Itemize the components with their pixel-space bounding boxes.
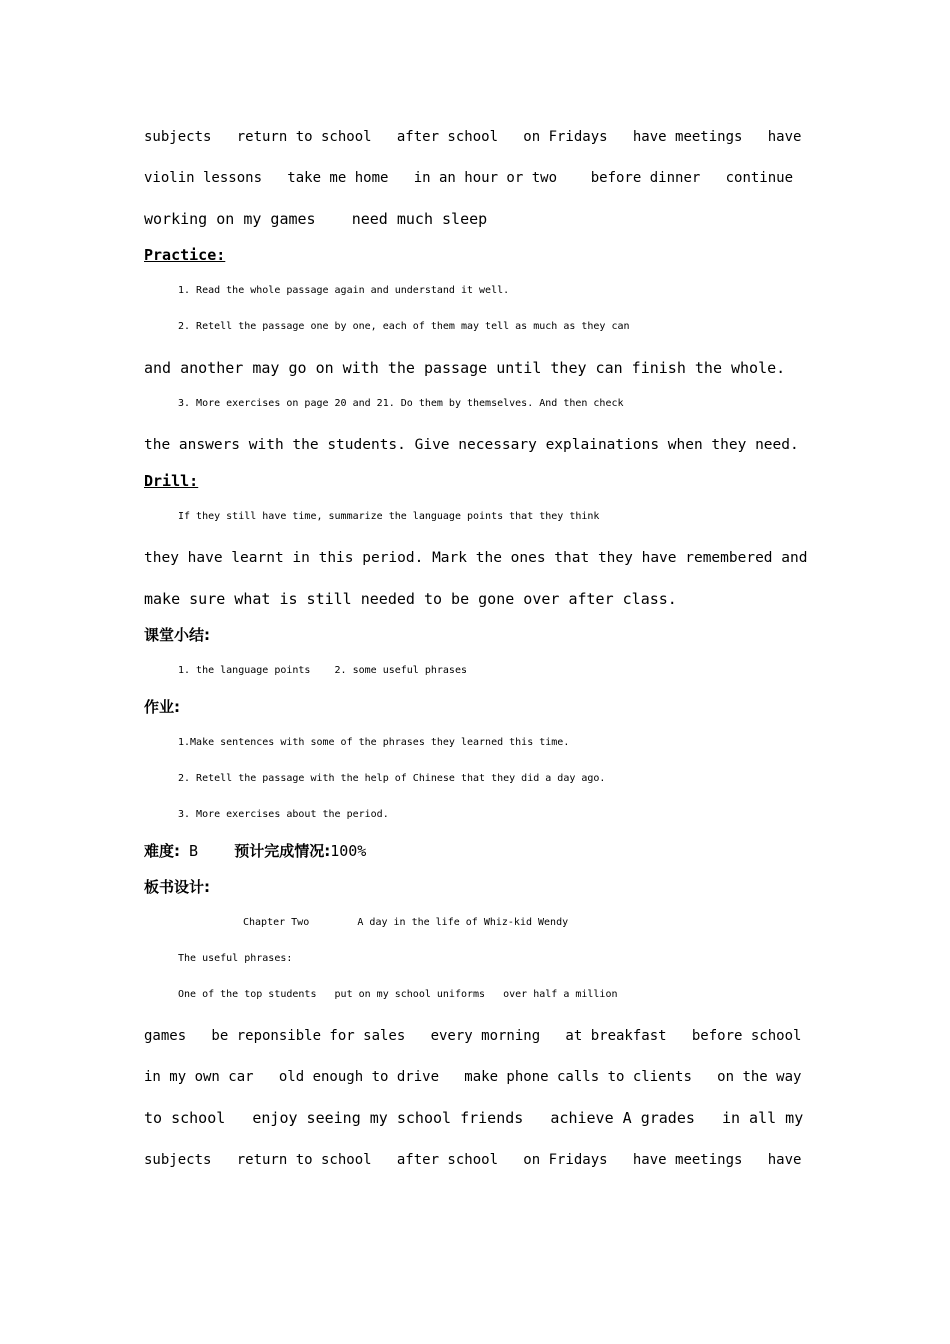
board-phrase-line: One of the top students put on my school uniforms over half a million [178, 989, 618, 1000]
summary-line: 1. the language points 2. some useful phrases [178, 665, 467, 676]
homework-line: 3. More exercises about the period. [178, 809, 389, 820]
phrase-line: subjects return to school after school on Fridays have meetings have [144, 129, 802, 145]
expected-completion-label: 预计完成情况: [234, 842, 331, 860]
board-subtitle: The useful phrases: [178, 953, 293, 964]
homework-line: 1.Make sentences with some of the phrases they learned this time. [178, 737, 570, 748]
practice-line: the answers with the students. Give necessary explainations when they need. [144, 437, 799, 453]
summary-heading: 课堂小结: [144, 626, 210, 644]
practice-line: 3. More exercises on page 20 and 21. Do them by themselves. And then check [178, 398, 624, 409]
homework-line: 2. Retell the passage with the help of Chinese that they did a day ago. [178, 773, 606, 784]
practice-line: 1. Read the whole passage again and understand it well. [178, 285, 510, 296]
practice-line: 2. Retell the passage one by one, each of them may tell as much as they can [178, 321, 630, 332]
board-phrase-line: games be reponsible for sales every morning at breakfast before school [144, 1028, 802, 1044]
drill-line: they have learnt in this period. Mark the ones that they have remembered and [144, 550, 808, 566]
practice-heading: Practice: [144, 246, 226, 264]
homework-heading: 作业: [144, 698, 180, 716]
difficulty-value: B [180, 842, 235, 860]
difficulty-label: 难度: [144, 842, 180, 860]
board-design-heading: 板书设计: [144, 878, 210, 896]
practice-line: and another may go on with the passage until they can finish the whole. [144, 359, 786, 377]
difficulty-row [144, 841, 366, 861]
board-title: Chapter Two A day in the life of Whiz-kid Wendy [243, 917, 569, 928]
drill-line: make sure what is still needed to be gone over after class. [144, 590, 677, 608]
board-phrase-line: in my own car old enough to drive make phone calls to clients on the way [144, 1069, 802, 1085]
board-phrase-line: to school enjoy seeing my school friends achieve A grades in all my [144, 1109, 804, 1127]
phrase-line: violin lessons take me home in an hour or two before dinner continue [144, 170, 794, 186]
drill-line: If they still have time, summarize the language points that they think [178, 511, 600, 522]
board-phrase-line: subjects return to school after school on Fridays have meetings have [144, 1152, 802, 1168]
expected-completion-value: 100% [330, 842, 367, 860]
drill-heading: Drill: [144, 472, 199, 490]
phrase-line: working on my games need much sleep [144, 210, 488, 228]
